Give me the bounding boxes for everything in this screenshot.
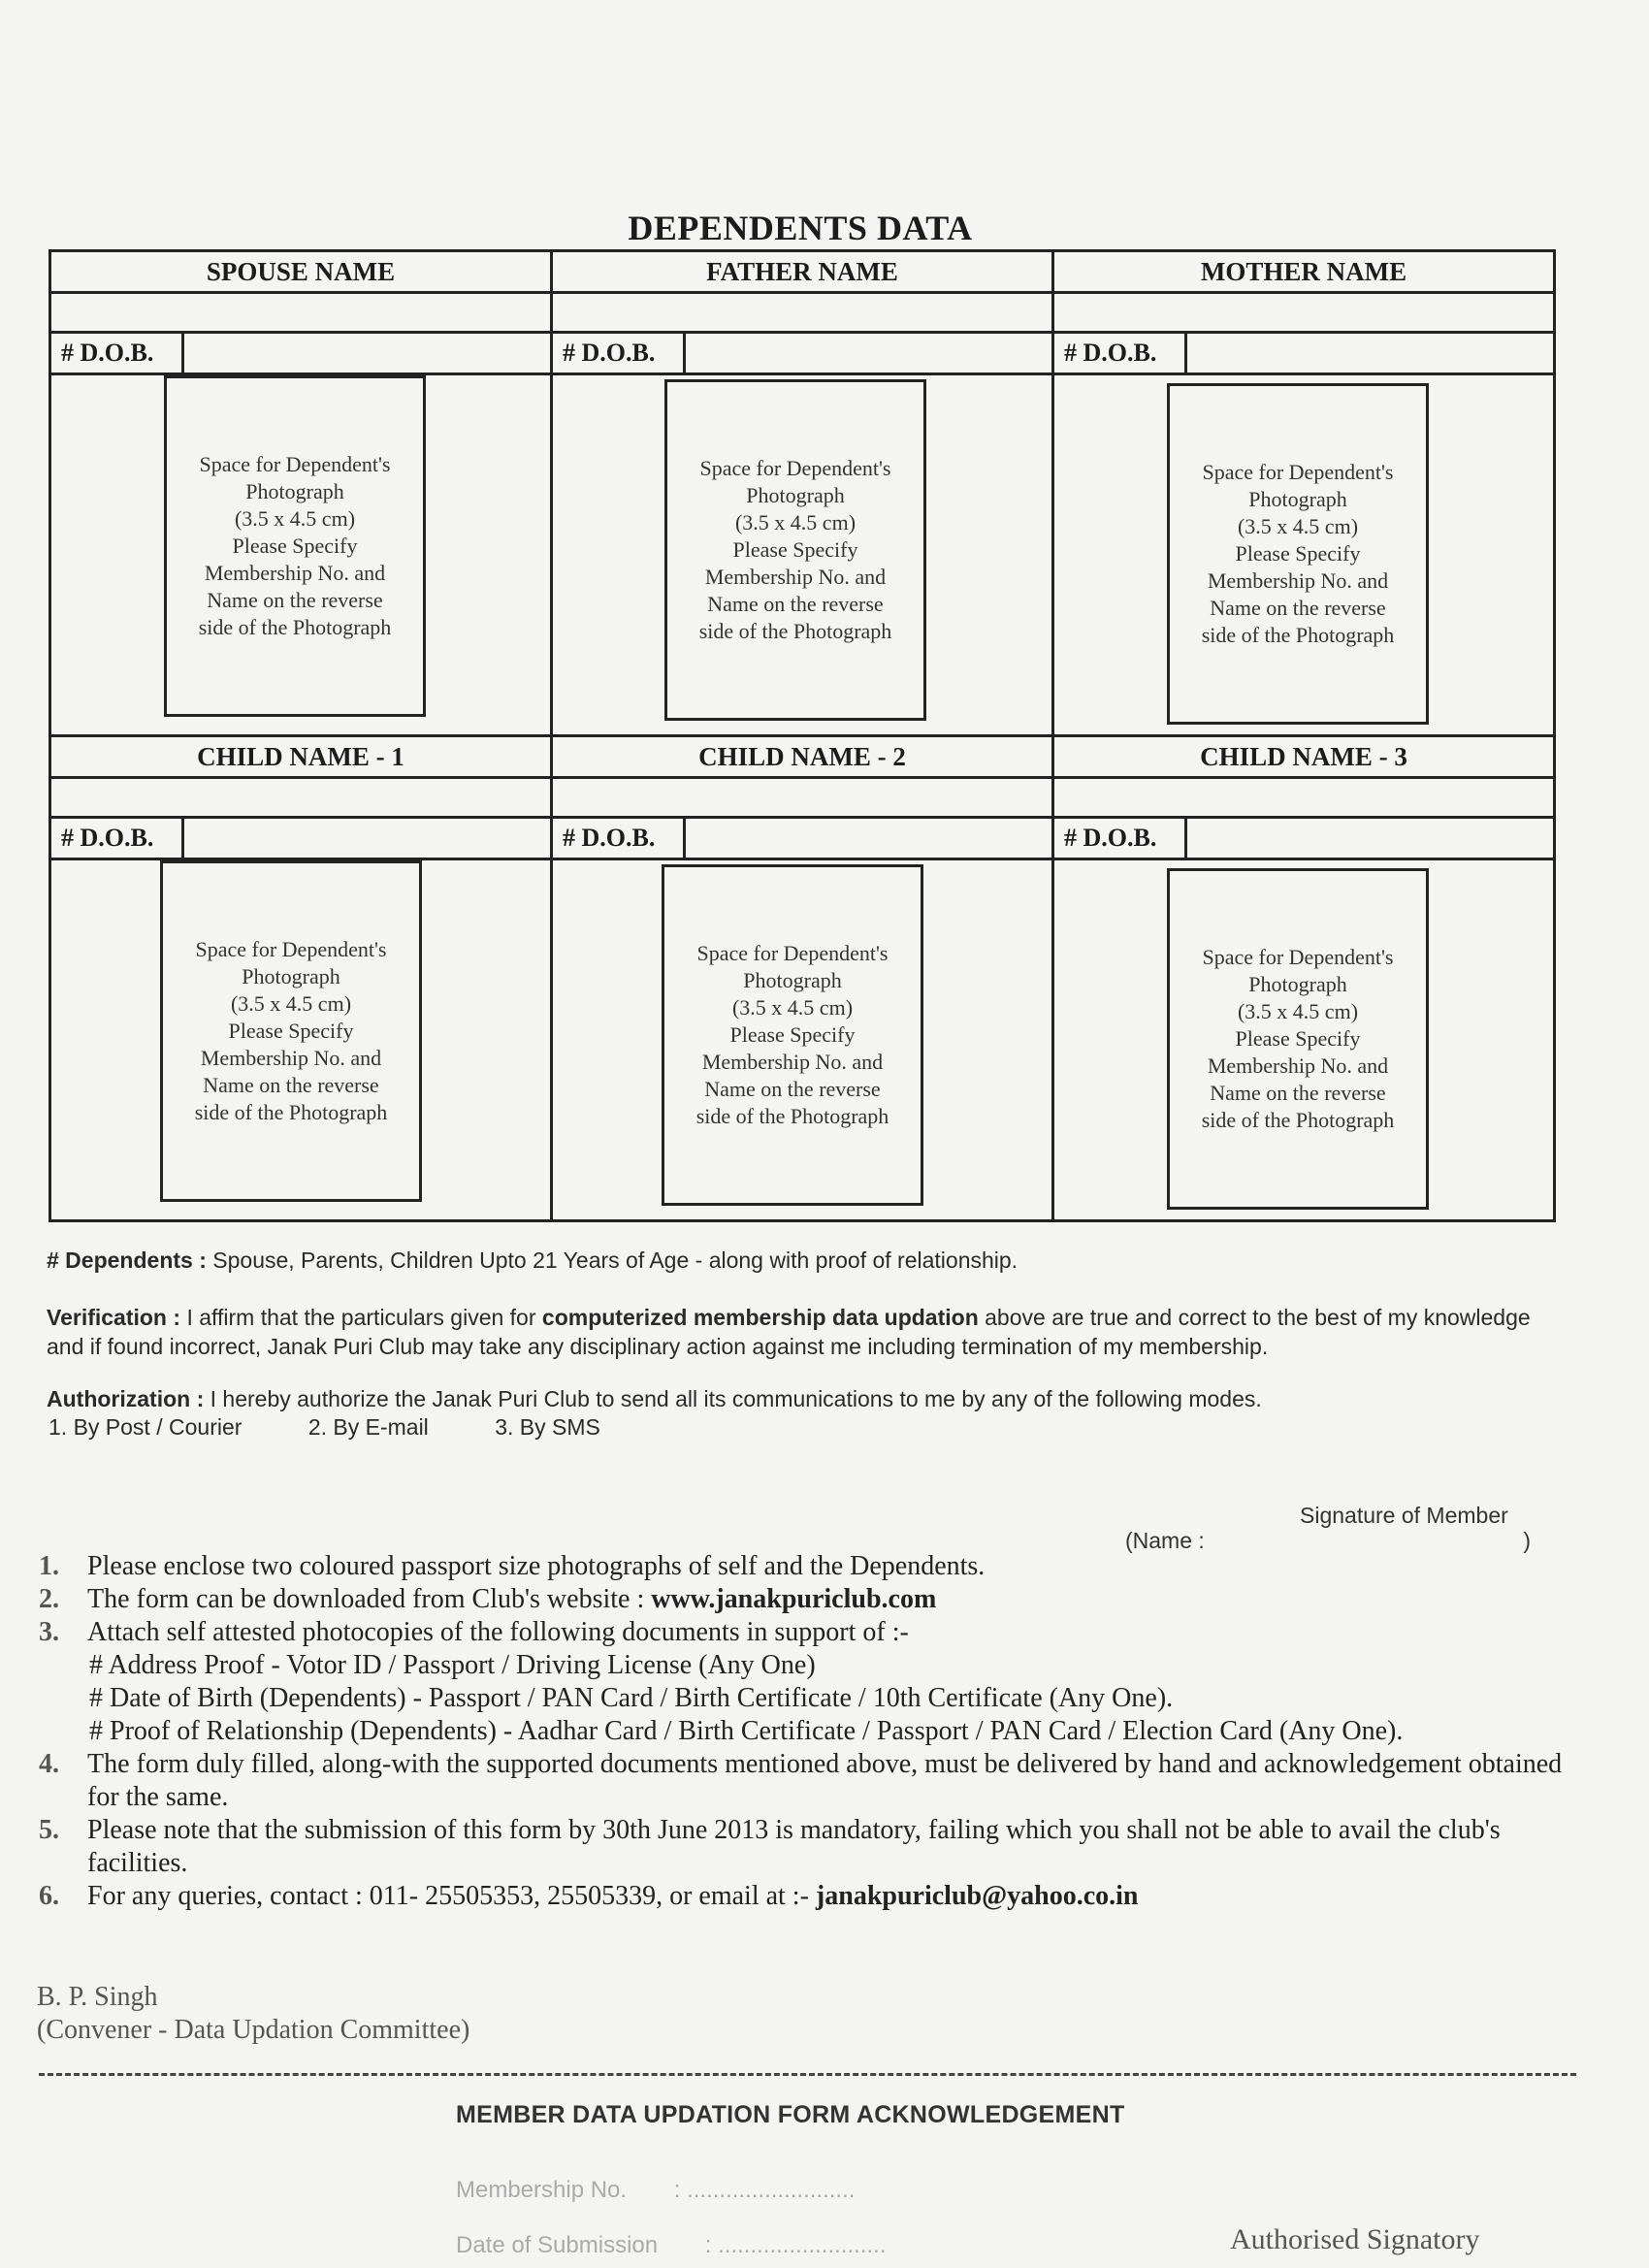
child-1-photo-box xyxy=(160,860,422,1202)
instruction-item xyxy=(39,1748,1571,1814)
verification-text-1: I affirm that the particulars given for xyxy=(186,1305,536,1330)
spouse-dob-row xyxy=(51,334,550,375)
authorised-signatory: Authorised Signatory xyxy=(1230,2223,1480,2255)
mode-post: 1. By Post / Courier xyxy=(48,1414,242,1440)
name-suffix: ) xyxy=(1523,1528,1531,1553)
instruction-text xyxy=(87,1880,1571,1913)
child-2-photo-box xyxy=(662,864,923,1206)
dob-label: # D.O.B. xyxy=(553,819,686,858)
instruction-item xyxy=(39,1583,1571,1616)
membership-no-label: Membership No. xyxy=(456,2177,628,2203)
contact-text: For any queries, contact : 011- 25505353, 25505339, or email at :- xyxy=(87,1881,809,1911)
instructions-list xyxy=(39,1550,1571,1913)
child-2-section xyxy=(550,737,1051,1219)
instruction-text: Attach self attested photocopies of the following documents in support of :- xyxy=(87,1617,909,1647)
instruction-number: 5. xyxy=(39,1815,59,1845)
child-3-name-heading: CHILD NAME - 3 xyxy=(1054,737,1553,779)
photo-instructions: Space for Dependent's Photograph (3.5 x 4.5 cm) Please Specify Membership No. and Name on the reverse side of the Photograph xyxy=(698,456,892,643)
child-1-name-heading: CHILD NAME - 1 xyxy=(51,737,550,779)
father-dob-row xyxy=(553,334,1051,375)
verification-bold-text: computerized membership data updation xyxy=(541,1305,979,1330)
instruction-text: Please note that the submission of this form by 30th June 2013 is mandatory, failing which you shall not be able to avail the club's facilities. xyxy=(87,1815,1501,1878)
instruction-item xyxy=(39,1616,1571,1649)
child-3-photo-box xyxy=(1167,868,1429,1210)
mother-dob-row xyxy=(1054,334,1553,375)
verification-label: Verification : xyxy=(47,1305,181,1330)
verification-note xyxy=(47,1303,1569,1361)
child-3-section xyxy=(1051,737,1553,1219)
child-3-dob-row xyxy=(1054,819,1553,860)
contact-email-link[interactable]: janakpuriclub@yahoo.co.in xyxy=(815,1881,1139,1911)
father-photo-box xyxy=(664,379,926,721)
instruction-item xyxy=(39,1550,1571,1583)
instruction-item xyxy=(39,1880,1571,1913)
instruction-number: 6. xyxy=(39,1881,59,1911)
dependents-grid xyxy=(48,249,1556,1222)
instruction-number: 4. xyxy=(39,1749,59,1779)
father-name-heading: FATHER NAME xyxy=(553,252,1051,294)
child-2-dob-row xyxy=(553,819,1051,860)
child-1-photo-area xyxy=(51,860,550,1219)
dependents-note-text: Spouse, Parents, Children Upto 21 Years of Age - along with proof of relationship. xyxy=(212,1247,1018,1273)
spouse-section xyxy=(51,252,550,734)
father-dob-field[interactable] xyxy=(686,334,1051,373)
instruction-number: 3. xyxy=(39,1617,59,1647)
photo-instructions: Space for Dependent's Photograph (3.5 x 4.5 cm) Please Specify Membership No. and Name on the reverse side of the Photograph xyxy=(1201,945,1395,1132)
dob-label: # D.O.B. xyxy=(51,819,184,858)
submission-date-label: Date of Submission xyxy=(456,2232,659,2258)
dob-label: # D.O.B. xyxy=(553,334,686,373)
child-2-photo-area xyxy=(553,860,1051,1219)
child-1-dob-row xyxy=(51,819,550,860)
instruction-text: Please enclose two coloured passport size photographs of self and the Dependents. xyxy=(87,1551,986,1581)
dependents-note xyxy=(47,1246,1569,1275)
dob-label: # D.O.B. xyxy=(1054,334,1187,373)
submission-date-row xyxy=(456,2232,886,2259)
mother-photo-area xyxy=(1054,375,1553,734)
child-2-name-heading: CHILD NAME - 2 xyxy=(553,737,1051,779)
mother-photo-box xyxy=(1167,383,1429,725)
name-prefix: (Name : xyxy=(1125,1528,1205,1553)
mother-dob-field[interactable] xyxy=(1187,334,1553,373)
mode-sms: 3. By SMS xyxy=(495,1414,600,1440)
photo-instructions: Space for Dependent's Photograph (3.5 x 4.5 cm) Please Specify Membership No. and Name on the reverse side of the Photograph xyxy=(198,452,392,639)
document-proof-item: # Address Proof - Votor ID / Passport / Driving License (Any One) xyxy=(89,1650,816,1680)
authorization-label: Authorization : xyxy=(47,1386,205,1411)
father-photo-area xyxy=(553,375,1051,734)
father-name-field[interactable] xyxy=(553,294,1051,334)
signature-label: Signature of Member xyxy=(1300,1503,1508,1528)
child-1-section xyxy=(51,737,550,1219)
convener-title: (Convener - Data Updation Committee) xyxy=(37,2015,470,2045)
spouse-photo-area xyxy=(51,375,550,734)
instruction-number: 1. xyxy=(39,1551,59,1581)
spouse-dob-field[interactable] xyxy=(184,334,550,373)
dob-label: # D.O.B. xyxy=(51,334,184,373)
communication-modes xyxy=(48,1412,1571,1442)
verification-text-2: above are true and correct to the best of my knowledge and if found incorrect, Janak Puri Club may take any disciplinary action against me including termination of my membership. xyxy=(47,1305,1531,1359)
child-3-dob-field[interactable] xyxy=(1187,819,1553,858)
child-1-name-field[interactable] xyxy=(51,779,550,819)
authorization-note xyxy=(47,1384,1569,1413)
spouse-name-heading: SPOUSE NAME xyxy=(51,252,550,294)
acknowledgement-title: MEMBER DATA UPDATION FORM ACKNOWLEDGEMENT xyxy=(456,2101,1125,2128)
page-title: DEPENDENTS DATA xyxy=(628,209,973,247)
dependents-band-1 xyxy=(51,252,1553,734)
dependents-band-2 xyxy=(51,734,1553,1219)
child-2-dob-field[interactable] xyxy=(686,819,1051,858)
submission-date-field[interactable]: : .......................... xyxy=(704,2232,887,2258)
mother-section xyxy=(1051,252,1553,734)
convener-name: B. P. Singh xyxy=(37,1982,158,2012)
photo-instructions: Space for Dependent's Photograph (3.5 x 4.5 cm) Please Specify Membership No. and Name on the reverse side of the Photograph xyxy=(194,937,388,1124)
child-3-photo-area xyxy=(1054,860,1553,1219)
photo-instructions: Space for Dependent's Photograph (3.5 x 4.5 cm) Please Specify Membership No. and Name on the reverse side of the Photograph xyxy=(695,941,889,1128)
spouse-photo-box xyxy=(164,375,426,717)
document-proof-item: # Date of Birth (Dependents) - Passport / PAN Card / Birth Certificate / 10th Certificate (Any One). xyxy=(89,1683,1174,1713)
website-text: The form can be downloaded from Club's website : xyxy=(87,1584,645,1614)
mode-email: 2. By E-mail xyxy=(307,1414,429,1440)
child-1-dob-field[interactable] xyxy=(184,819,550,858)
spouse-name-field[interactable] xyxy=(51,294,550,334)
instruction-text xyxy=(87,1583,1571,1616)
dob-label: # D.O.B. xyxy=(1054,819,1187,858)
convener-block xyxy=(37,1981,469,2047)
photo-instructions: Space for Dependent's Photograph (3.5 x 4.5 cm) Please Specify Membership No. and Name on the reverse side of the Photograph xyxy=(1201,460,1395,647)
authorization-text: I hereby authorize the Janak Puri Club to send all its communications to me by any of the following modes. xyxy=(210,1386,1262,1411)
tear-off-line xyxy=(39,2073,1576,2076)
dependents-note-label: # Dependents : xyxy=(47,1247,207,1273)
mother-name-field[interactable] xyxy=(1054,294,1553,334)
instruction-item xyxy=(39,1814,1571,1880)
instruction-number: 2. xyxy=(39,1584,59,1614)
website-link[interactable]: www.janakpuriclub.com xyxy=(651,1584,937,1614)
child-2-name-field[interactable] xyxy=(553,779,1051,819)
membership-no-row xyxy=(456,2177,855,2204)
father-section xyxy=(550,252,1051,734)
membership-no-field[interactable]: : .......................... xyxy=(673,2177,856,2203)
mother-name-heading: MOTHER NAME xyxy=(1054,252,1553,294)
instruction-text: The form duly filled, along-with the supported documents mentioned above, must be delivered by hand and acknowledgement obtained for the same. xyxy=(87,1749,1563,1812)
document-proof-item: # Proof of Relationship (Dependents) - Aadhar Card / Birth Certificate / Passport / PAN Card / Election Card (Any One). xyxy=(89,1716,1404,1746)
child-3-name-field[interactable] xyxy=(1054,779,1553,819)
